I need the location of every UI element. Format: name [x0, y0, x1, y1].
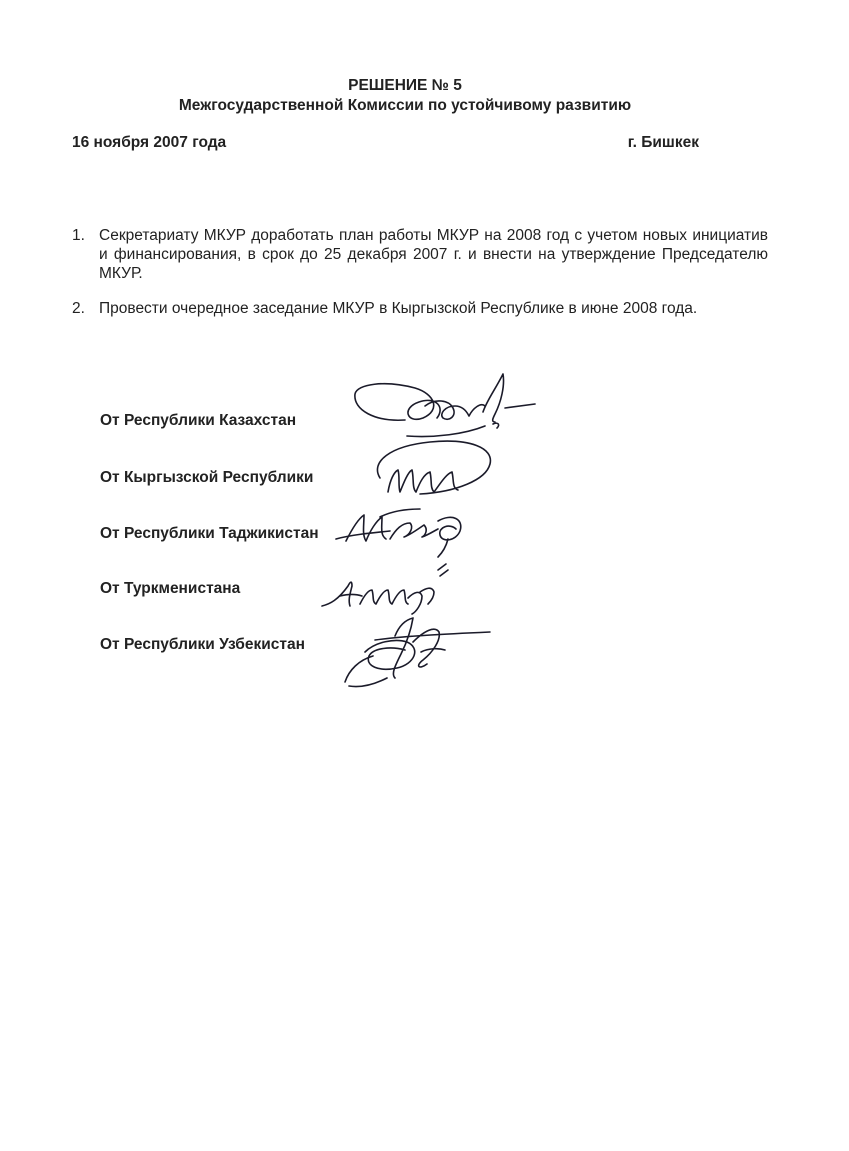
item-text: Секретариату МКУР доработать план работы МКУР на 2008 год с учетом новых инициатив и финансирования, в срок до 25 декабря 2007 г. и внести на утверждение Председателю МКУР.	[99, 227, 768, 282]
decision-item	[72, 226, 768, 283]
signature-turkmenistan	[318, 560, 453, 615]
document-subtitle: Межгосударственной Комиссии по устойчивому развитию	[178, 97, 632, 114]
signatory-kazakhstan-label: От Республики Казахстан	[100, 412, 297, 429]
document-title: РЕШЕНИЕ № 5	[348, 77, 462, 94]
signatory-uzbekistan-label: От Республики Узбекистан	[100, 636, 305, 653]
signatory-kyrgyzstan-label: От Кыргызской Республики	[100, 469, 314, 486]
signature-uzbekistan	[335, 612, 495, 697]
decision-item	[72, 299, 768, 318]
document-date: 16 ноября 2007 года	[72, 134, 227, 151]
document-city: г. Бишкек	[627, 134, 699, 151]
item-number: 2.	[72, 300, 85, 317]
signature-kyrgyzstan	[360, 432, 510, 502]
signatory-turkmenistan-label: От Туркменистана	[100, 580, 241, 597]
item-number: 1.	[72, 227, 85, 244]
signature-tajikistan	[330, 495, 475, 560]
signatory-tajikistan-label: От Республики Таджикистан	[100, 525, 319, 542]
decision-items	[72, 226, 768, 334]
item-text: Провести очередное заседание МКУР в Кыргызской Республике в июне 2008 года.	[99, 300, 698, 317]
document-header	[0, 76, 810, 116]
